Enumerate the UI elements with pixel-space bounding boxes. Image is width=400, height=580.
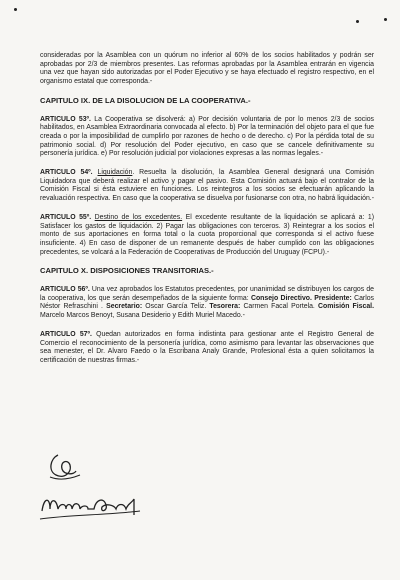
signatures — [36, 445, 156, 565]
secretario-label: Secretario: — [106, 303, 143, 311]
fiscal-names: Marcelo Marcos Benoyt, Susana Desiderio y Edith Muriel Macedo.- — [40, 312, 245, 320]
article-53-text: La Cooperativa se disolverá: a) Por decisión voluntaria de por lo menos 2/3 de socios habilitados, en Asamblea Extraordinaria convocada al efecto. b) Por la terminación del objeto para el que fue creada o por la imposibilidad de cumplirlo por razones de hecho o de derecho. c) Por la pérdida total de su patrimonio social. d) Por resolución del Poder ejecutivo, en caso que se cancele definitivamente su personería jurídica. e) Por resolución judicial por violaciones expresas a las normas legales.- — [40, 115, 374, 158]
document-body — [40, 52, 374, 376]
article-56-text: Una vez aprobados los Estatutos precedentes, por unanimidad se distribuyen los cargos de la cooperativa, los que serán desempeñados de la siguiente forma: — [40, 286, 374, 302]
article-57-text: Quedan autorizados en forma indistinta para gestionar ante el Registro General de Comercio el reconocimiento de la personería jurídica, como asimismo para levantar las observaciones que sea menester, el Dr. Alvaro Faedo o la Escribana Analy Grande, Profesional ésta a quien solicitamos la certificación de nuestras firmas.- — [40, 330, 374, 364]
chapter-10-heading: CAPITULO X. DISPOSICIONES TRANSITORIAS.- — [40, 266, 214, 276]
presidente-label: Presidente: — [314, 294, 352, 302]
article-57-label: ARTICULO 57º. — [40, 330, 92, 338]
article-56-label: ARTICULO 56º. — [40, 286, 90, 294]
scan-dot — [384, 18, 387, 21]
article-54-title: Liquidación — [97, 169, 133, 177]
presidente-name: Carlos Néstor Refraschini . — [40, 294, 375, 311]
article-55-title: Destino de los excedentes. — [94, 213, 183, 221]
scan-dot — [356, 20, 359, 23]
chapter-9-heading: CAPITULO IX. DE LA DISOLUCION DE LA COOPERATIVA.- — [40, 95, 251, 105]
article-53 — [40, 116, 374, 160]
article-57 — [40, 331, 374, 366]
article-55-label: ARTICULO 55º. — [40, 213, 92, 221]
article-54-text: . Resuelta la disolución, la Asamblea General designará una Comisión Liquidadora que deberá realizar el activo y pagar el pasivo. Esta Comisión actuará bajo el contralor de la Comisión Fiscal si ésta estuviere en funciones. Los reintegros a los socios se efectuarán aplicando la revaluación respectiva. En caso que la cooperativa se disuelva por fusionarse con otra, no habrá liquidación.- — [40, 169, 375, 203]
paragraph-continuation: consideradas por la Asamblea con un quórum no inferior al 60% de los socios habilitados y podrán ser aprobadas por 2/3 de miembros presentes. Las reformas aprobadas por la Asamblea entrarán en vigencia una vez que hayan sido autorizadas por el Poder Ejecutivo y se haya efectuado el registro respectivo, en el organismo estatal que corresponda.- — [40, 52, 374, 86]
fiscal-label: Comisión Fiscal. — [318, 303, 375, 311]
signature-drawing — [36, 445, 156, 565]
secretario-name: Oscar García Teliz. — [142, 303, 210, 311]
scan-dot — [14, 8, 17, 11]
initials-signature — [51, 455, 76, 476]
tesorera-name: Carmen Facal Portela. — [240, 303, 319, 311]
article-55-text: El excedente resultante de la liquidación se aplicará a: 1) Satisfacer los gastos de liquidación. 2) Pagar las obligaciones con terceros. 3) Reintegrar a los socios el monto de sus aportaciones en forma total o la cuota proporcional que corresponda si el activo fuese insuficiente. 4) En caso de disponer de un remanente después de haber cumplido con las obligaciones precedentes, se volcará a la Federación de Cooperativas de Producción del Uruguay (FCPU).- — [40, 213, 375, 256]
article-56 — [40, 286, 374, 321]
tesorera-label: Tesorera: — [209, 303, 241, 311]
article-54 — [40, 169, 374, 204]
scan-marks — [0, 6, 400, 16]
consejo-label: Consejo Directivo. — [250, 294, 312, 302]
article-55 — [40, 214, 374, 258]
signature-underline — [40, 511, 140, 519]
article-53-label: ARTICULO 53º. — [40, 115, 91, 123]
article-54-label: ARTICULO 54º. — [40, 169, 93, 177]
